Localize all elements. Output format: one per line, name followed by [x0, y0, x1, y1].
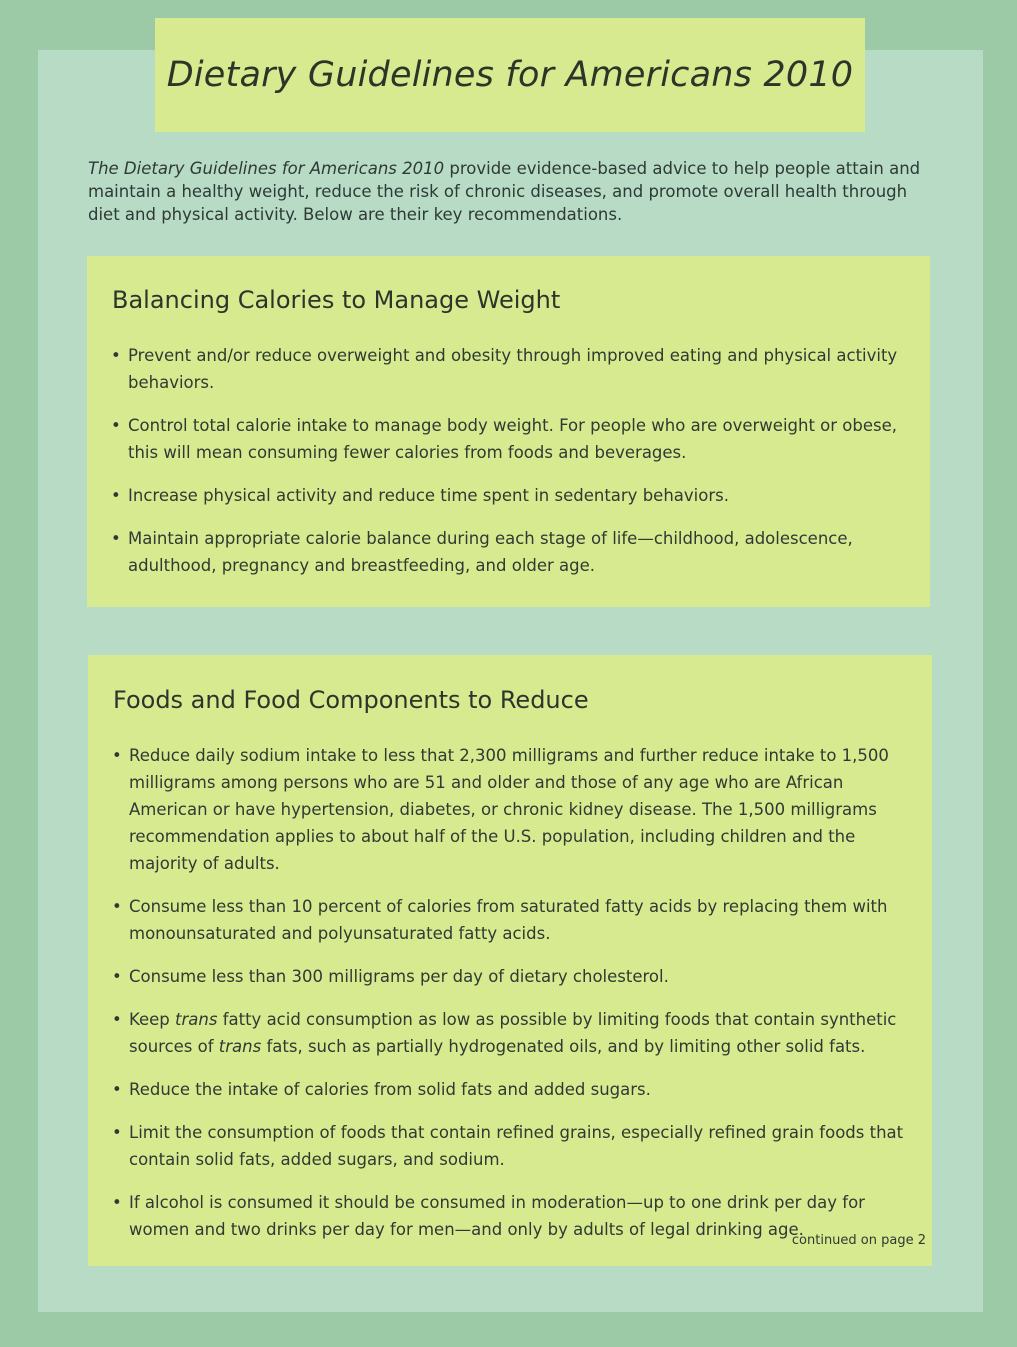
bullet-icon: • [112, 897, 122, 916]
recommendation-list [111, 342, 911, 595]
list-item: • Limit the consumption of foods that contain refined grains, especially refined grain foods that contain solid fats, added sugars, and sodium. [112, 1119, 912, 1173]
list-item: • If alcohol is consumed it should be consumed in moderation—up to one drink per day for women and two drinks per day for men—and only by adults of legal drinking age. [112, 1189, 912, 1243]
section-balancing-calories [87, 256, 930, 607]
intro-text: provide evidence-based advice to help people attain and maintain a healthy weight, reduce the risk of chronic diseases, and promote overall health through diet and physical activity. Below are their key recommendations. [88, 159, 921, 224]
bullet-icon: • [112, 1193, 122, 1212]
list-item: • Prevent and/or reduce overweight and obesity through improved eating and physical activity behaviors. [111, 342, 911, 396]
bullet-icon: • [112, 1080, 122, 1099]
intro-italic-lead: The Dietary Guidelines for Americans 2010 [88, 159, 445, 178]
list-item: • Consume less than 300 milligrams per day of dietary cholesterol. [112, 963, 912, 990]
title-banner [155, 18, 865, 132]
bullet-icon: • [112, 967, 122, 986]
list-item: • Reduce the intake of calories from solid fats and added sugars. [112, 1076, 912, 1103]
continued-note: continued on page 2 [791, 1233, 926, 1248]
bullet-icon: • [111, 416, 121, 435]
bullet-icon: • [112, 746, 122, 765]
bullet-icon: • [112, 1123, 122, 1142]
section-heading: Balancing Calories to Manage Weight [112, 286, 561, 314]
bullet-icon: • [111, 529, 121, 548]
list-item: • Maintain appropriate calorie balance during each stage of life—childhood, adolescence, adulthood, pregnancy and breastfeeding, and older age. [111, 525, 911, 579]
section-foods-to-reduce [88, 655, 932, 1266]
recommendation-list [112, 742, 912, 1259]
bullet-icon: • [111, 486, 121, 505]
page-title: Dietary Guidelines for Americans 2010 [166, 55, 854, 95]
list-item: • Control total calorie intake to manage body weight. For people who are overweight or obese, this will mean consuming fewer calories from foods and beverages. [111, 412, 911, 466]
intro-paragraph [88, 157, 933, 226]
list-item: • Consume less than 10 percent of calories from saturated fatty acids by replacing them with monounsaturated and polyunsaturated fatty acids. [112, 893, 912, 947]
bullet-icon: • [111, 346, 121, 365]
section-heading: Foods and Food Components to Reduce [113, 686, 589, 714]
list-item: • Keep trans fatty acid consumption as low as possible by limiting foods that contain synthetic sources of trans fats, such as partially hydrogenated oils, and by limiting other solid fats. [112, 1006, 912, 1060]
list-item: • Increase physical activity and reduce time spent in sedentary behaviors. [111, 482, 911, 509]
list-item: • Reduce daily sodium intake to less that 2,300 milligrams and further reduce intake to 1,500 milligrams among persons who are 51 and older and those of any age who are African American or have hypertension, diabetes, or chronic kidney disease. The 1,500 milligrams recommendation applies to about half of the U.S. population, including children and the majority of adults. [112, 742, 912, 877]
bullet-icon: • [112, 1010, 122, 1029]
